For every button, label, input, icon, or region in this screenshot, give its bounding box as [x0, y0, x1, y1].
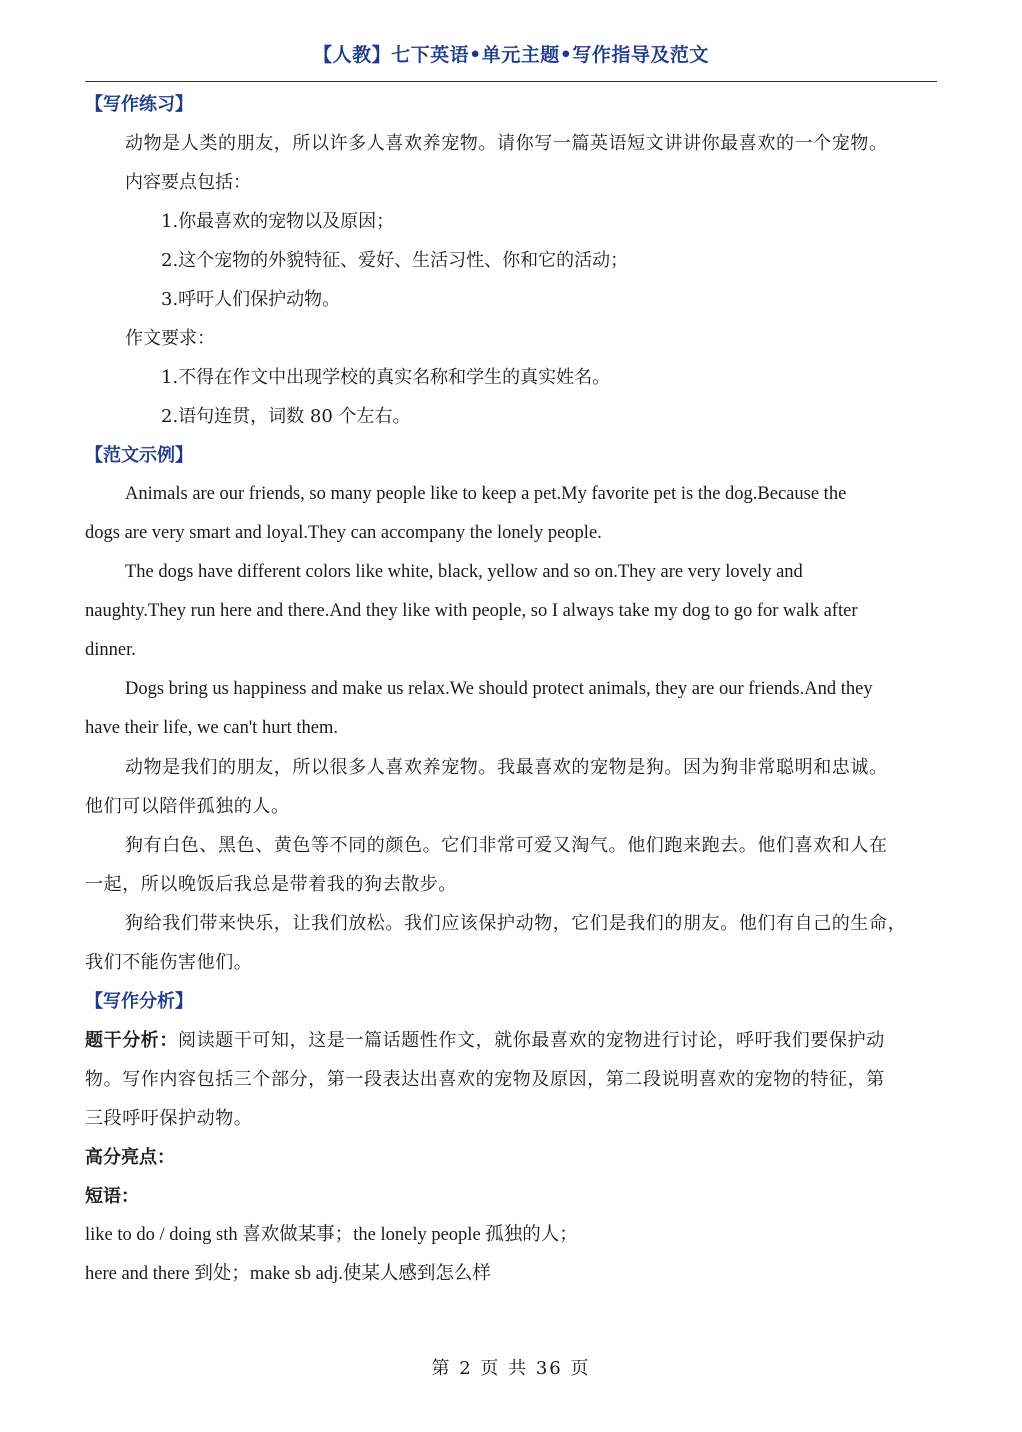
- stem-analysis-line: 物。写作内容包括三个部分，第一段表达出喜欢的宠物及原因，第二段说明喜欢的宠物的特征，第: [85, 1069, 885, 1090]
- requirement-item: 2.语句连贯，词数 80 个左右。: [161, 406, 411, 427]
- phrase-line: like to do / doing sth 喜欢做某事；the lonely people 孤独的人；: [85, 1225, 578, 1245]
- requirements-label: 作文要求：: [125, 328, 215, 349]
- header-divider: [85, 81, 937, 82]
- sample-english-line: dinner.: [85, 640, 136, 660]
- sample-english-line: Animals are our friends, so many people like to keep a pet.My favorite pet is the dog.Because the: [125, 484, 847, 504]
- sample-chinese-line: 狗给我们带来快乐，让我们放松。我们应该保护动物，它们是我们的朋友。他们有自己的生命，: [125, 913, 907, 934]
- sample-english-line: The dogs have different colors like white, black, yellow and so on.They are very lovely and: [125, 562, 803, 582]
- stem-analysis-label: 题干分析：: [85, 1030, 178, 1051]
- sample-english-line: naughty.They run here and there.And they like with people, so I always take my dog to go for walk after: [85, 601, 858, 621]
- sample-chinese-line: 他们可以陪伴孤独的人。: [85, 796, 290, 817]
- point-item: 3.呼吁人们保护动物。: [161, 289, 341, 310]
- page-header: 【人教】七下英语•单元主题•写作指导及范文: [313, 44, 709, 66]
- sample-chinese-line: 我们不能伤害他们。: [85, 952, 253, 973]
- section-title-practice: 【写作练习】: [85, 94, 193, 115]
- requirement-item: 1.不得在作文中出现学校的真实名称和学生的真实姓名。: [161, 367, 611, 388]
- sample-english-line: have their life, we can't hurt them.: [85, 718, 338, 738]
- section-title-analysis: 【写作分析】: [85, 991, 193, 1012]
- sample-chinese-line: 一起，所以晚饭后我总是带着我的狗去散步。: [85, 874, 457, 895]
- point-item: 1.你最喜欢的宠物以及原因；: [161, 211, 395, 232]
- document-body: [85, 85, 937, 1294]
- page-number: 第 2 页 共 36 页: [431, 1358, 591, 1379]
- sample-chinese-line: 狗有白色、黑色、黄色等不同的颜色。它们非常可爱又淘气。他们跑来跑去。他们喜欢和人在: [125, 835, 888, 856]
- sample-chinese-line: 动物是我们的朋友，所以很多人喜欢养宠物。我最喜欢的宠物是狗。因为狗非常聪明和忠诚。: [125, 757, 888, 778]
- phrase-line: here and there 到处；make sb adj.使某人感到怎么样: [85, 1264, 491, 1284]
- points-label: 内容要点包括：: [125, 172, 251, 193]
- stem-analysis-line: 三段呼吁保护动物。: [85, 1108, 253, 1129]
- practice-intro: 动物是人类的朋友，所以许多人喜欢养宠物。请你写一篇英语短文讲讲你最喜欢的一个宠物。: [125, 133, 888, 154]
- sample-english-line: dogs are very smart and loyal.They can accompany the lonely people.: [85, 523, 602, 543]
- section-title-sample: 【范文示例】: [85, 445, 193, 466]
- stem-analysis-line: [85, 1021, 937, 1060]
- point-item: 2.这个宠物的外貌特征、爱好、生活习性、你和它的活动；: [161, 250, 629, 271]
- sample-english-line: Dogs bring us happiness and make us relax.We should protect animals, they are our friends.And they: [125, 679, 873, 699]
- stem-analysis-text: 阅读题干可知，这是一篇话题性作文，就你最喜欢的宠物进行讨论，呼吁我们要保护动: [178, 1030, 885, 1051]
- highlights-label: 高分亮点：: [85, 1147, 175, 1168]
- phrases-label: 短语：: [85, 1186, 139, 1207]
